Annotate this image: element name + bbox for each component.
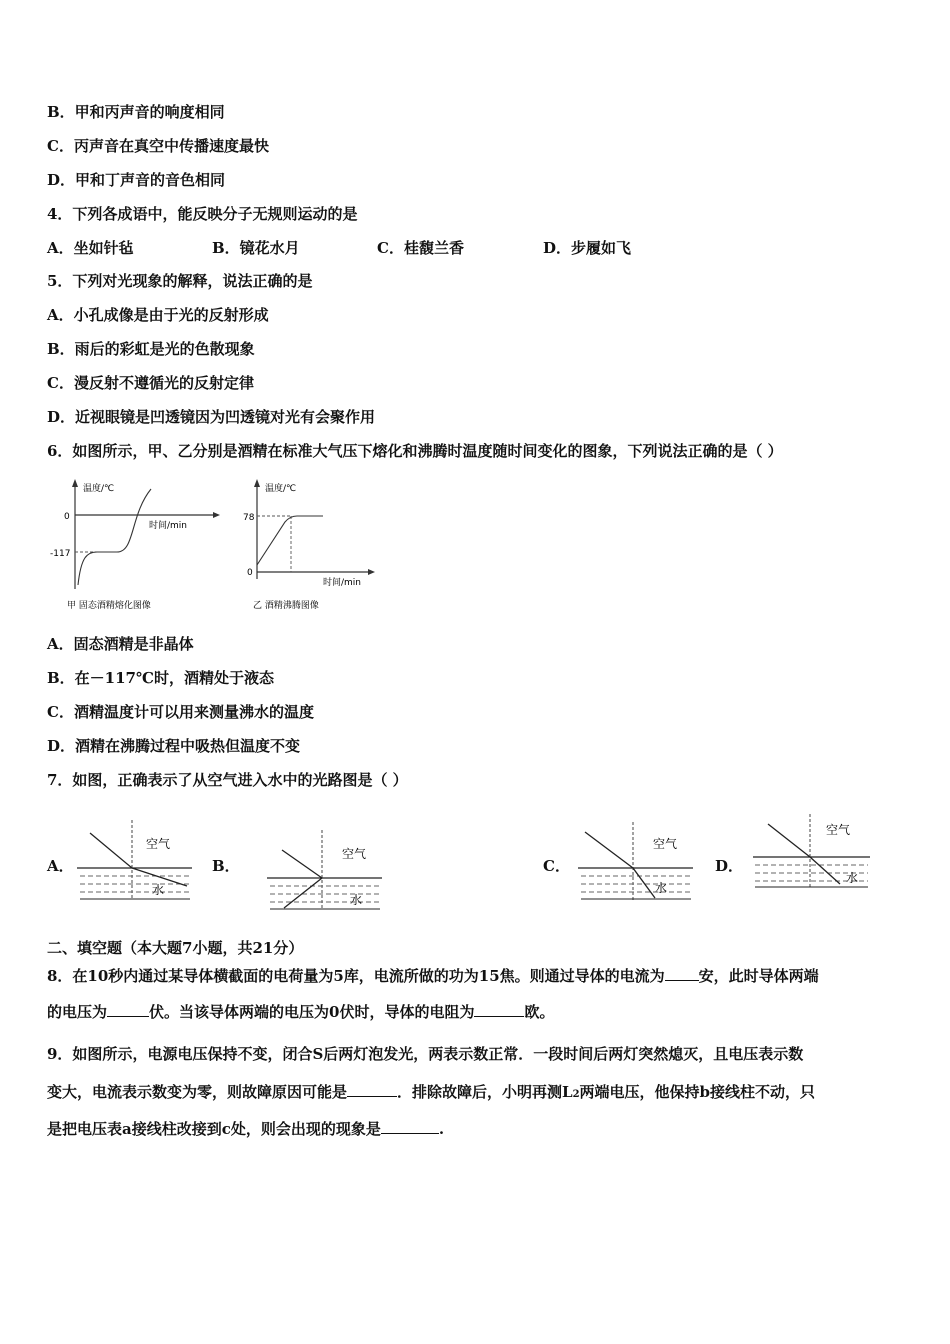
refraction-diagram-b[interactable] bbox=[262, 828, 387, 913]
boiling-tick-high: 78 bbox=[243, 513, 255, 523]
q7-label-a: A． bbox=[47, 857, 74, 875]
diagram-d-air: 空气 bbox=[826, 823, 851, 837]
q7-stem: 7．如图，正确表示了从空气进入水中的光路图是（ ） bbox=[47, 771, 408, 789]
q6-stem: 6．如图所示，甲、乙分别是酒精在标准大气压下熔化和沸腾时温度随时间变化的图象，下列说法正确的是（ ） bbox=[47, 442, 783, 460]
q7-label-c: C． bbox=[543, 857, 570, 875]
refraction-diagram-a[interactable] bbox=[72, 818, 197, 903]
diagram-b-air: 空气 bbox=[342, 847, 367, 861]
q4-option-b: B．镜花水月 bbox=[212, 239, 300, 257]
q4-option-c: C．桂馥兰香 bbox=[377, 239, 464, 257]
q9-blank-phenomenon[interactable] bbox=[381, 1119, 439, 1134]
q7-label-d: D． bbox=[715, 857, 744, 875]
q9-text-2e: 两端电压，他保持b接线柱不动，只 bbox=[579, 1083, 816, 1101]
boiling-y-label: 温度/℃ bbox=[265, 484, 297, 494]
q7-label-b: B． bbox=[212, 857, 240, 875]
q4-stem: 4．下列各成语中，能反映分子无规则运动的是 bbox=[47, 205, 358, 223]
melting-tick-zero: 0 bbox=[64, 512, 70, 522]
q9-line-2 bbox=[47, 1082, 815, 1105]
q3-option-c: C．丙声音在真空中传播速度最快 bbox=[47, 137, 269, 155]
diagram-a-water: 水 bbox=[152, 883, 165, 897]
q8-text-4: 伏。当该导体两端的电压为0伏时，导体的电阻为 bbox=[149, 1003, 475, 1021]
q9-line-1: 9．如图所示，电源电压保持不变，闭合S后两灯泡发光，两表示数正常．一段时间后两灯突然熄灭，且电压表示数 bbox=[47, 1045, 804, 1063]
q8-line-1 bbox=[47, 966, 819, 986]
melting-curve bbox=[78, 489, 151, 585]
q9-text-2d: 2 bbox=[572, 1089, 580, 1100]
diagram-d-water: 水 bbox=[846, 871, 859, 885]
q6-option-a: A．固态酒精是非晶体 bbox=[47, 635, 194, 653]
q8-line-2 bbox=[47, 1002, 554, 1022]
diagram-a-air: 空气 bbox=[146, 837, 171, 851]
refraction-diagram-c[interactable] bbox=[573, 820, 698, 905]
melting-graph bbox=[45, 477, 225, 617]
q9-blank-fault[interactable] bbox=[347, 1082, 397, 1097]
q8-text-1: 8．在10秒内通过某导体横截面的电荷量为5库，电流所做的功为15焦。则通过导体的电流为 bbox=[47, 967, 665, 985]
q5-option-c: C．漫反射不遵循光的反射定律 bbox=[47, 374, 254, 392]
q6-option-c: C．酒精温度计可以用来测量沸水的温度 bbox=[47, 703, 314, 721]
q9-text-2b: ．排除故障后，小明再测 bbox=[397, 1083, 563, 1101]
q3-option-b: B．甲和丙声音的响度相同 bbox=[47, 103, 225, 121]
q5-stem: 5．下列对光现象的解释，说法正确的是 bbox=[47, 272, 313, 290]
melting-y-label: 温度/℃ bbox=[83, 484, 115, 494]
q3-option-d: D．甲和丁声音的音色相同 bbox=[47, 171, 226, 189]
q8-text-5: 欧。 bbox=[524, 1003, 555, 1021]
q5-option-a: A．小孔成像是由于光的反射形成 bbox=[47, 306, 269, 324]
section-heading: 二、填空题（本大题7小题，共21分） bbox=[47, 939, 304, 957]
boiling-tick-zero: 0 bbox=[247, 568, 253, 578]
boiling-x-label: 时间/min bbox=[323, 578, 362, 588]
refraction-diagram-d[interactable] bbox=[750, 812, 875, 897]
q9-text-2a: 变大，电流表示数变为零，则故障原因可能是 bbox=[47, 1083, 348, 1101]
q8-blank-resistance[interactable] bbox=[474, 1002, 524, 1017]
melting-tick-low: -117 bbox=[50, 549, 71, 559]
q9-line-3 bbox=[47, 1119, 444, 1139]
q8-text-3: 的电压为 bbox=[47, 1003, 108, 1021]
boiling-caption: 乙 酒精沸腾图像 bbox=[253, 601, 319, 611]
q8-text-2: 安，此时导体两端 bbox=[698, 967, 819, 985]
boiling-graph bbox=[235, 477, 385, 617]
boiling-curve bbox=[257, 516, 323, 565]
q9-text-3a: 是把电压表a接线柱改接到c处，则会出现的现象是 bbox=[47, 1120, 381, 1138]
q5-option-d: D．近视眼镜是凹透镜因为凹透镜对光有会聚作用 bbox=[47, 408, 376, 426]
melting-caption: 甲 固态酒精熔化图像 bbox=[67, 601, 151, 611]
q4-option-a: A．坐如针毡 bbox=[47, 239, 134, 257]
diagram-b-water: 水 bbox=[350, 893, 363, 907]
q9-text-2c: L bbox=[562, 1083, 573, 1101]
q4-option-d: D．步履如飞 bbox=[543, 239, 632, 257]
melting-x-label: 时间/min bbox=[149, 521, 188, 531]
q5-option-b: B．雨后的彩虹是光的色散现象 bbox=[47, 340, 255, 358]
diagram-c-air: 空气 bbox=[653, 837, 678, 851]
diagram-c-water: 水 bbox=[655, 881, 668, 895]
q8-blank-voltage[interactable] bbox=[107, 1002, 149, 1017]
q6-option-b: B．在－117℃时，酒精处于液态 bbox=[47, 669, 274, 687]
q8-blank-current[interactable] bbox=[665, 966, 699, 981]
q6-option-d: D．酒精在沸腾过程中吸热但温度不变 bbox=[47, 737, 301, 755]
q9-text-3b: . bbox=[438, 1120, 445, 1138]
